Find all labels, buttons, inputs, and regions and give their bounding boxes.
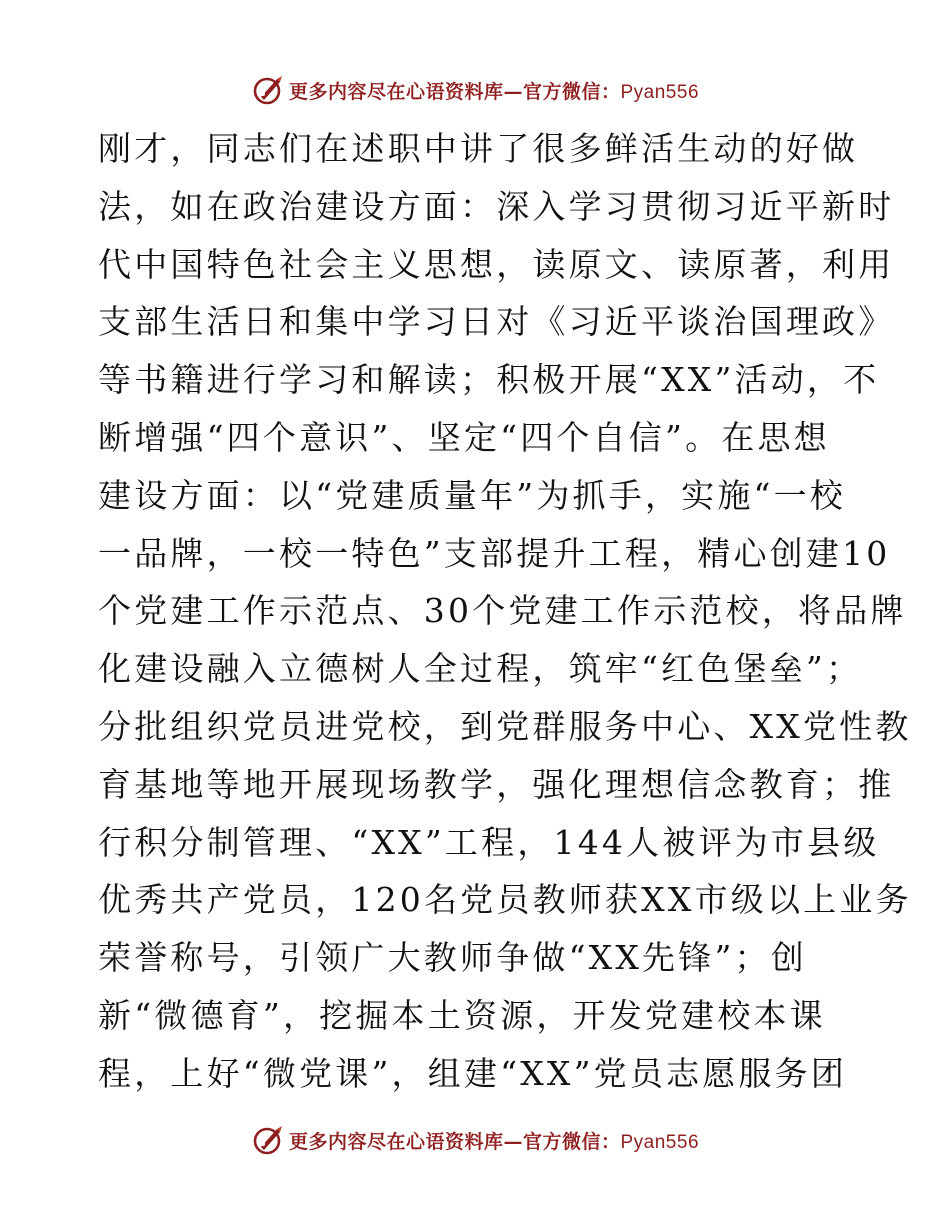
body-line: 建设方面：以“党建质量年”为抓手，实施“一校 <box>98 475 847 515</box>
footer-banner <box>0 1120 950 1160</box>
body-line: 育基地等地开展现场教学，强化理想信念教育；推 <box>98 764 895 804</box>
body-line: 行积分制管理、“XX”工程，144人被评为市县级 <box>98 822 880 862</box>
document-body <box>98 120 912 1103</box>
body-line: 断增强“四个意识”、坚定“四个自信”。在思想 <box>98 417 830 457</box>
header-contact-label: 官方微信： <box>522 80 621 103</box>
body-line: 化建设融入立德树人全过程，筑牢“红色堡垒”； <box>98 649 863 689</box>
footer-contact-id: Pyan556 <box>620 1131 700 1153</box>
header-banner-text <box>289 77 699 104</box>
quill-pen-logo-icon <box>251 73 285 107</box>
body-line: 代中国特色社会主义思想，读原文、读原著，利用 <box>98 244 895 284</box>
header-contact-id: Pyan556 <box>620 81 700 103</box>
header-separator: — <box>503 80 523 103</box>
header-banner <box>0 70 950 110</box>
body-line: 刚才，同志们在述职中讲了很多鲜活生动的好做 <box>98 129 859 168</box>
body-line: 一品牌，一校一特色”支部提升工程，精心创建10 <box>98 533 891 573</box>
body-line: 支部生活日和集中学习日对《习近平谈治国理政》 <box>98 302 895 342</box>
header-site-name: 更多内容尽在心语资料库 <box>288 80 504 103</box>
body-line: 荣誉称号，引领广大教师争做“XX先锋”；创 <box>98 938 807 978</box>
footer-banner-text <box>289 1127 699 1154</box>
footer-contact-label: 官方微信： <box>522 1130 621 1153</box>
footer-site-name: 更多内容尽在心语资料库 <box>288 1130 504 1153</box>
body-line: 新“微德育”，挖掘本土资源，开发党建校本课 <box>98 995 826 1035</box>
body-line: 个党建工作示范点、30个党建工作示范校，将品牌 <box>98 591 907 631</box>
body-line: 法，如在政治建设方面：深入学习贯彻习近平新时 <box>98 186 895 226</box>
body-line: 分批组织党员进党校，到党群服务中心、XX党性教 <box>98 706 912 746</box>
body-line: 等书籍进行学习和解读；积极开展“XX”活动，不 <box>98 360 880 400</box>
body-line: 优秀共产党员，120名党员教师获XX市级以上业务 <box>98 880 912 920</box>
quill-pen-logo-icon <box>251 1123 285 1157</box>
body-line: 程，上好“微党课”，组建“XX”党员志愿服务团 <box>98 1053 848 1093</box>
footer-separator: — <box>503 1130 523 1153</box>
